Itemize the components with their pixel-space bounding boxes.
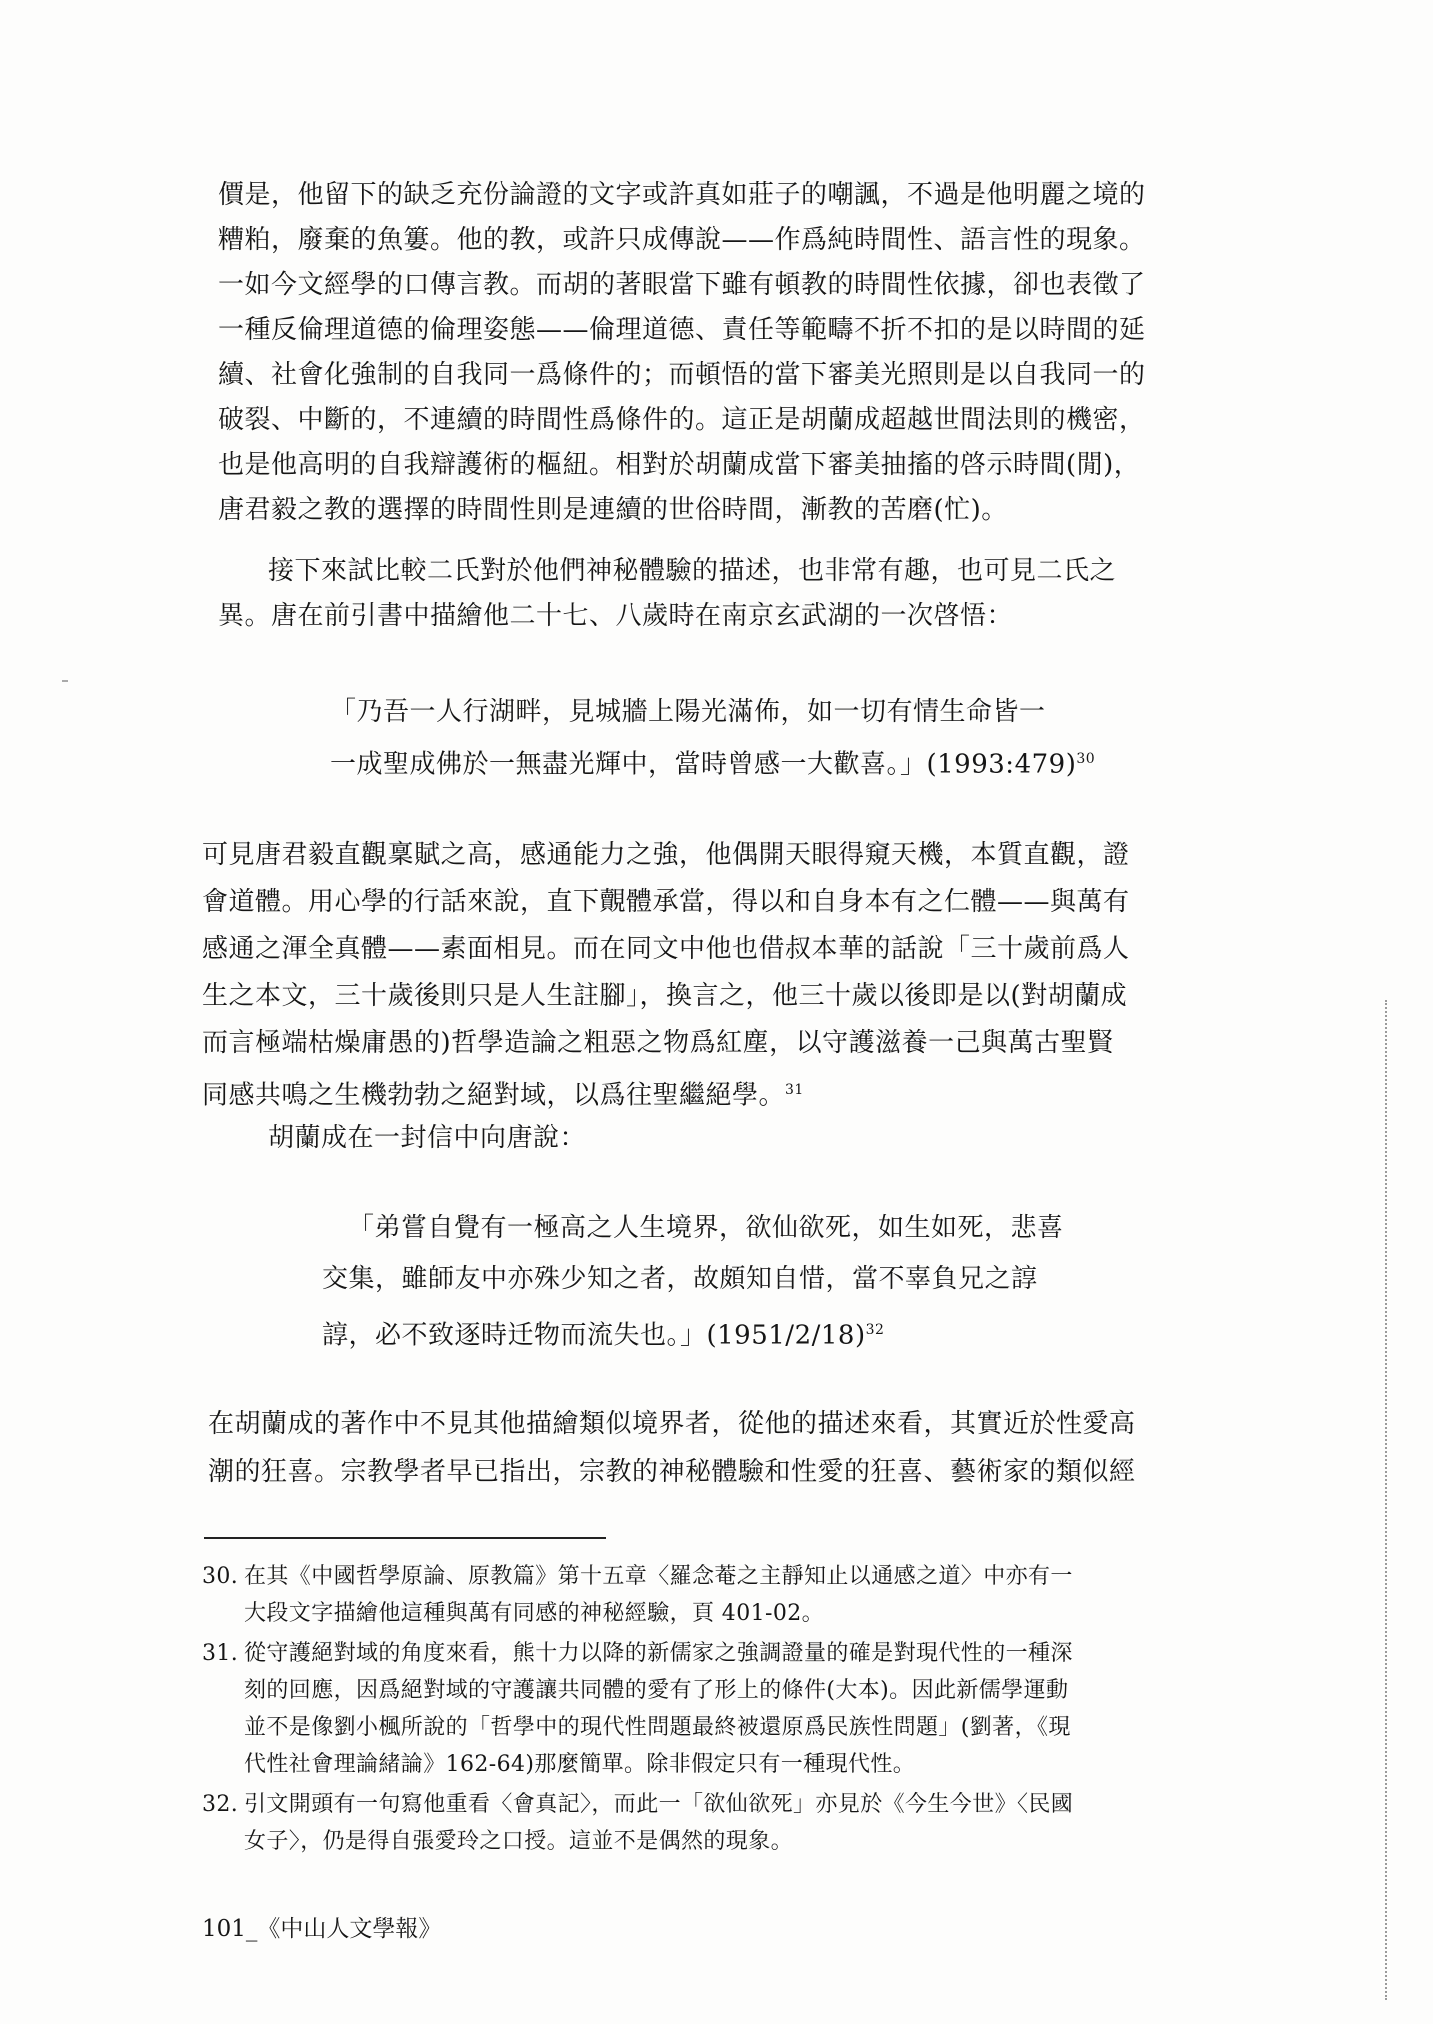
para3-line-4: 生之本文，三十歲後則只是人生註腳」，換言之，他三十歲以後即是以(對胡蘭成	[202, 981, 1128, 1011]
quote2-line-3	[322, 1313, 884, 1353]
para1-line-4: 一種反倫理道德的倫理姿態——倫理道德、責任等範疇不折不扣的是以時間的延	[218, 315, 1146, 345]
quote2-line-3-text: 諄，必不致逐時迁物而流失也。」(1951/2/18)	[322, 1320, 866, 1351]
quote1-line-2-text: 一成聖成佛於一無盡光輝中，當時曾感一大歡喜。」(1993:479)	[330, 749, 1077, 780]
scan-speck	[62, 680, 68, 682]
footnote-ref-31: 31	[785, 1082, 804, 1098]
para2-line-1: 接下來試比較二氏對於他們神秘體驗的描述，也非常有趣，也可見二氏之	[268, 556, 1117, 586]
footnote-32-number: 32.	[202, 1792, 239, 1817]
para3-line-6-text: 同感共鳴之生機勃勃之絕對域，以爲往聖繼絕學。	[202, 1080, 786, 1111]
para3-line-3: 感通之渾全真體——素面相見。而在同文中他也借叔本華的話說「三十歲前爲人	[202, 934, 1130, 964]
footnote-30-line-1: 在其《中國哲學原論、原教篇》第十五章〈羅念菴之主靜知止以通感之道〉中亦有一	[244, 1564, 1073, 1589]
quote1-line-2	[330, 742, 1095, 782]
para5-line-1: 在胡蘭成的著作中不見其他描繪類似境界者，從他的描述來看，其實近於性愛高	[208, 1409, 1136, 1439]
quote1-line-1: 「乃吾一人行湖畔，見城牆上陽光滿佈，如一切有情生命皆一	[330, 697, 1046, 727]
quote2-line-2: 交集，雖師友中亦殊少知之者，故頗知自惜，當不辜負兄之諄	[322, 1264, 1038, 1294]
footnote-31-line-2: 刻的回應，因爲絕對域的守護讓共同體的愛有了形上的條件(大本)。因此新儒學運動	[244, 1678, 1069, 1703]
footnote-31-line-3: 並不是像劉小楓所說的「哲學中的現代性問題最終被還原爲民族性問題」(劉著，《現	[244, 1715, 1071, 1740]
footnote-30-line-2: 大段文字描繪他這種與萬有同感的神秘經驗，頁 401-02。	[244, 1601, 825, 1626]
para1-line-5: 續、社會化強制的自我同一爲條件的；而頓悟的當下審美光照則是以自我同一的	[218, 360, 1146, 390]
para1-line-8: 唐君毅之教的選擇的時間性則是連續的世俗時間，漸教的苦磨(忙)。	[218, 495, 1008, 525]
para4-line: 胡蘭成在一封信中向唐說：	[268, 1123, 587, 1153]
para1-line-7: 也是他高明的自我辯護術的樞紐。相對於胡蘭成當下審美抽搐的啓示時間(閒)，	[218, 450, 1141, 480]
quote2-line-1: 「弟嘗自覺有一極高之人生境界，欲仙欲死，如生如死，悲喜	[348, 1213, 1064, 1243]
para3-line-1: 可見唐君毅直觀稟賦之高，感通能力之強，他偶開天眼得窺天機，本質直觀，證	[202, 840, 1130, 870]
para3-line-6	[202, 1073, 804, 1113]
footnote-ref-30: 30	[1076, 751, 1096, 767]
page-footer: 101_《中山人文學報》	[202, 1916, 442, 1942]
footnote-30-number: 30.	[202, 1564, 239, 1589]
para3-line-5: 而言極端枯燥庸愚的)哲學造論之粗惡之物爲紅塵，以守護滋養一己與萬古聖賢	[202, 1028, 1114, 1058]
footnote-32-line-1: 引文開頭有一句寫他重看〈會真記〉，而此一「欲仙欲死」亦見於《今生今世》〈民國	[244, 1792, 1074, 1817]
footnote-31-number: 31.	[202, 1641, 239, 1666]
footnote-31-line-1: 從守護絕對域的角度來看，熊十力以降的新儒家之強調證量的確是對現代性的一種深	[244, 1641, 1073, 1666]
footnote-31-line-4: 代性社會理論緒論》162-64)那麼簡單。除非假定只有一種現代性。	[244, 1752, 916, 1777]
para3-line-2: 會道體。用心學的行話來說，直下覿體承當，得以和自身本有之仁體——與萬有	[202, 887, 1130, 917]
para1-line-2: 糟粕，廢棄的魚簍。他的教，或許只成傳說——作爲純時間性、語言性的現象。	[218, 225, 1146, 255]
footnote-32-line-2: 女子〉，仍是得自張愛玲之口授。這並不是偶然的現象。	[244, 1829, 794, 1854]
para1-line-1: 價是，他留下的缺乏充份論證的文字或許真如莊子的嘲諷，不過是他明麗之境的	[218, 180, 1146, 210]
para1-line-3: 一如今文經學的口傳言教。而胡的著眼當下雖有頓教的時間性依據，卻也表徵了	[218, 270, 1146, 300]
para1-line-6: 破裂、中斷的，不連續的時間性爲條件的。這正是胡蘭成超越世間法則的機密，	[218, 405, 1146, 435]
para2-line-2: 異。唐在前引書中描繪他二十七、八歲時在南京玄武湖的一次啓悟：	[218, 601, 1014, 631]
footnote-ref-32: 32	[865, 1322, 885, 1338]
para5-line-2: 潮的狂喜。宗教學者早已指出，宗教的神秘體驗和性愛的狂喜、藝術家的類似經	[208, 1457, 1136, 1487]
scan-edge-marks	[1385, 1000, 1387, 2000]
footnote-rule	[204, 1537, 606, 1539]
